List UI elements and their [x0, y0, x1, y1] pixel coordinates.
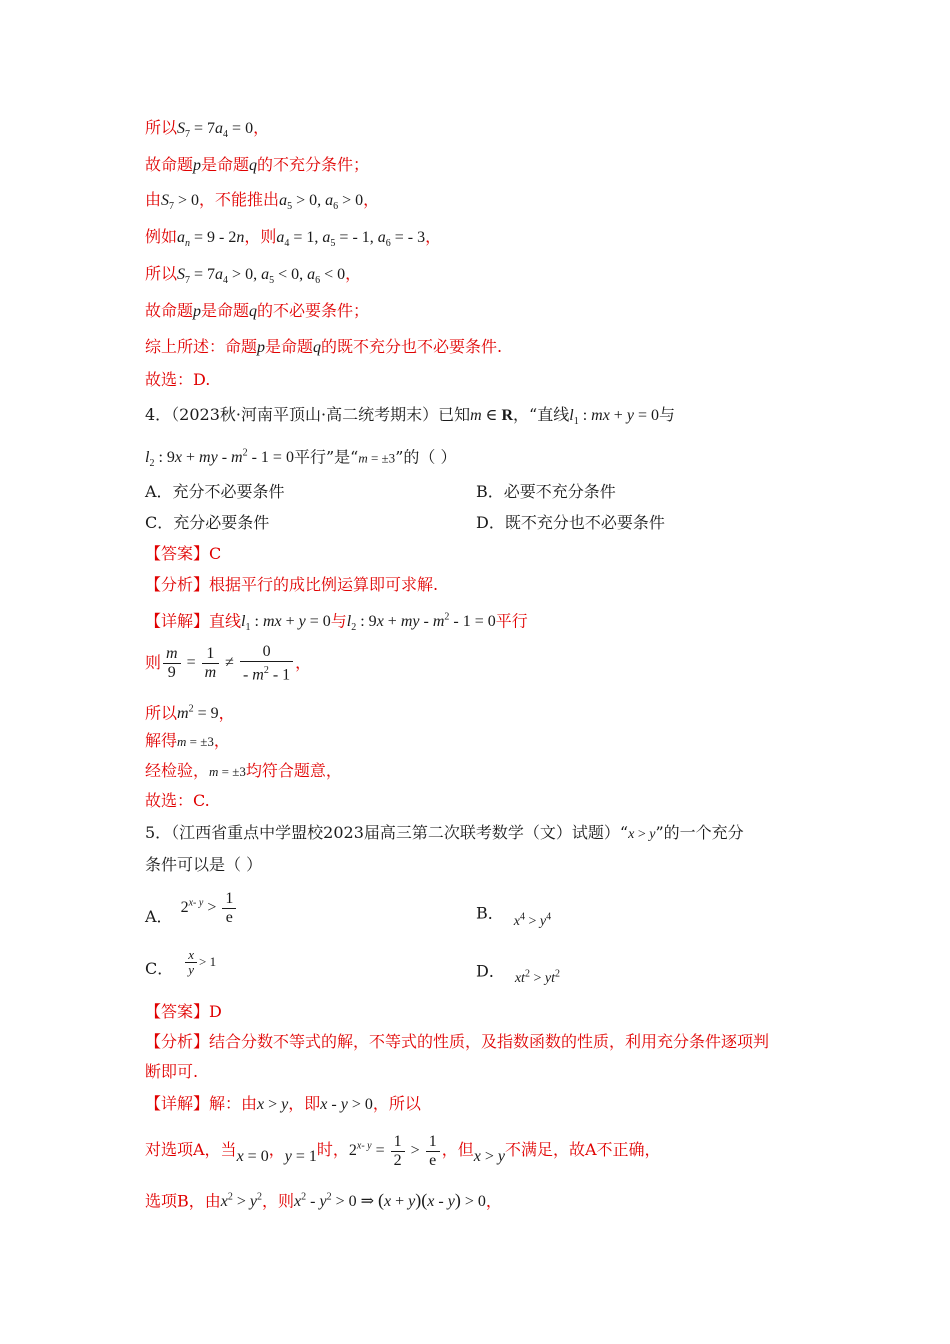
q4-detail-line-1: 【详解】直线$l_1$ : mx + y = 0与$l_2$ : 9x + my - $m^2 - 1 = 0$平行 — [145, 611, 528, 634]
q5-option-c: C． $\frac{x}{y}$ > 1 — [145, 947, 217, 979]
text: ， — [425, 227, 442, 246]
text: ， — [268, 1140, 285, 1160]
text: ，但 — [441, 1140, 474, 1160]
q4-detail-check: 经检验，m = ±3均符合题意， — [145, 761, 342, 780]
text: ，则 — [244, 227, 277, 246]
q4-stem-line-2: $l_2$ : 9x + my - $m^2 - 1 = 0$平行”是“m = ±3”的（ ） — [145, 447, 457, 470]
text: 例如 — [145, 227, 178, 246]
text: 4．（2023秋·河南平顶山·高二统考期末）已知 — [145, 405, 471, 424]
text: 【答案】 — [145, 1002, 210, 1021]
q4-option-c: C．充分必要条件 — [145, 513, 270, 532]
text: 平行”是“ — [293, 447, 359, 467]
text: 直线 — [209, 611, 242, 631]
q4-stem-line-1: 4．（2023秋·河南平顶山·高二统考期末）已知m ∈ R，“直线$l_1$ : mx + y = 0与 — [145, 405, 675, 428]
solution-choice: 故选：D. — [145, 370, 211, 389]
text: 的不充分条件； — [257, 155, 370, 174]
text: ，“直线 — [513, 405, 570, 424]
solution-line-2: 故命题p是命题q的不充分条件； — [145, 155, 370, 174]
solution-line-7: 综上所述：命题p是命题q的既不充分也不必要条件. — [145, 337, 503, 356]
q5-detail-option-b: 选项B，由$x^2 > y^2$，则$x^2 - y^2 > 0$ ⇒ (x + y)(x - y) > 0， — [145, 1190, 502, 1211]
q4-answer — [145, 543, 221, 565]
q4-option-a: A．充分不必要条件 — [145, 482, 285, 501]
text: 5．（江西省重点中学盟校2023届高三第二次联考数学（文）试题）“ — [145, 823, 629, 842]
text: 平行 — [495, 611, 528, 631]
q4-detail-solve: 解得m = ±3， — [145, 731, 230, 750]
text: 是命题 — [201, 155, 250, 174]
q4-detail-ratio: 则 $\frac{m}{9}$ = $\frac{1}{m}$ ≠ $\frac{0}{- m^2 - 1}$ ， — [145, 643, 312, 684]
text: 【分析】 — [145, 575, 210, 594]
q5-analysis-line-1 — [145, 1031, 769, 1053]
text: ”的（ ） — [395, 447, 457, 467]
text: ，不能推出 — [199, 190, 280, 209]
text: 则 — [145, 653, 162, 673]
q5-answer — [145, 1001, 222, 1023]
q4-analysis — [145, 574, 438, 596]
q4-detail-square: 所以$m^2 = 9$， — [145, 703, 235, 723]
text: 对选项A，当 — [145, 1140, 237, 1160]
q4-choice: 故选：C. — [145, 791, 210, 810]
text: B． — [476, 903, 504, 923]
text: ， — [363, 190, 380, 209]
text: D — [209, 1002, 222, 1021]
q4-option-d: D．既不充分也不必要条件 — [476, 513, 665, 532]
text: C． — [145, 959, 174, 979]
solution-line-3: 由$S_7 > 0$，不能推出$a_5 > 0$, $a_6 > 0$， — [145, 190, 380, 213]
q5-option-a: A． $2^{x- y}$ > $\frac{1}{e}$ — [145, 890, 238, 927]
text: D． — [476, 961, 505, 981]
text: A． — [145, 907, 173, 927]
text: 根据平行的成比例运算即可求解. — [209, 575, 439, 594]
text: C — [209, 544, 222, 563]
q4-option-b: B．必要不充分条件 — [476, 482, 616, 501]
text: 综上所述：命题 — [145, 337, 258, 356]
solution-line-5: 所以$S_7 = 7a_4 > 0$, $a_5 < 0$, $a_6 < 0$， — [145, 264, 362, 287]
q5-option-d: D． $xt^2 > yt^2$ — [476, 961, 560, 986]
text: 由 — [145, 190, 162, 209]
q5-stem-line-1: 5．（江西省重点中学盟校2023届高三第二次联考数学（文）试题）“x > y”的一个充分 — [145, 823, 744, 842]
text: ， — [345, 264, 362, 283]
text: 【详解】 — [145, 611, 210, 631]
text: 故命题 — [145, 155, 194, 174]
q5-option-b: B． $x^4 > y^4$ — [476, 903, 552, 929]
text: 所以 — [145, 118, 178, 137]
text: 与 — [658, 405, 675, 424]
text: 时， — [316, 1140, 349, 1160]
text: 所以 — [145, 703, 178, 723]
text: ”的一个充分 — [655, 823, 744, 842]
q5-stem-line-2: 条件可以是（ ） — [145, 855, 263, 874]
text: ，即 — [288, 1094, 321, 1113]
text: 是命题 — [265, 337, 314, 356]
text: 解：由 — [209, 1094, 258, 1113]
text: 是命题 — [201, 301, 250, 320]
text: ， — [485, 1191, 502, 1211]
text: ，则 — [262, 1191, 295, 1211]
q5-detail-line-1: 【详解】解：由x > y，即x - y > 0，所以 — [145, 1094, 421, 1113]
solution-line-4: 例如$a_n = 9 - 2n$，则$a_4 = 1$, $a_5$ = - 1, $a_6$ = - 3， — [145, 227, 442, 250]
text: 【分析】 — [145, 1032, 210, 1051]
text: 结合分数不等式的解，不等式的性质，及指数函数的性质，利用充分条件逐项判 — [209, 1032, 770, 1051]
solution-line-6: 故命题p是命题q的不必要条件； — [145, 301, 370, 320]
text: 经检验， — [145, 761, 210, 780]
q5-analysis-line-2: 断即可. — [145, 1062, 199, 1081]
q5-detail-option-a: 对选项A，当x = 0，y = 1时，$2^{x- y}$ = $\frac{1}{2}$ > $\frac{1}{e}$ ，但x > y不满足，故A不正确， — [145, 1133, 661, 1169]
text: 不满足，故A不正确， — [504, 1140, 661, 1160]
text: 选项B，由 — [145, 1191, 221, 1211]
text: ，所以 — [372, 1094, 421, 1113]
text: 与 — [330, 611, 347, 631]
text: 【详解】 — [145, 1094, 210, 1113]
solution-line-1: 所以$S_7 = 7a_4 = 0$， — [145, 118, 270, 141]
text: 【答案】 — [145, 544, 210, 563]
text: 的既不充分也不必要条件. — [321, 337, 503, 356]
text: 所以 — [145, 264, 178, 283]
text: 均符合题意， — [245, 761, 342, 780]
text: 解得 — [145, 731, 178, 750]
text: 故命题 — [145, 301, 194, 320]
text: 的不必要条件； — [257, 301, 370, 320]
